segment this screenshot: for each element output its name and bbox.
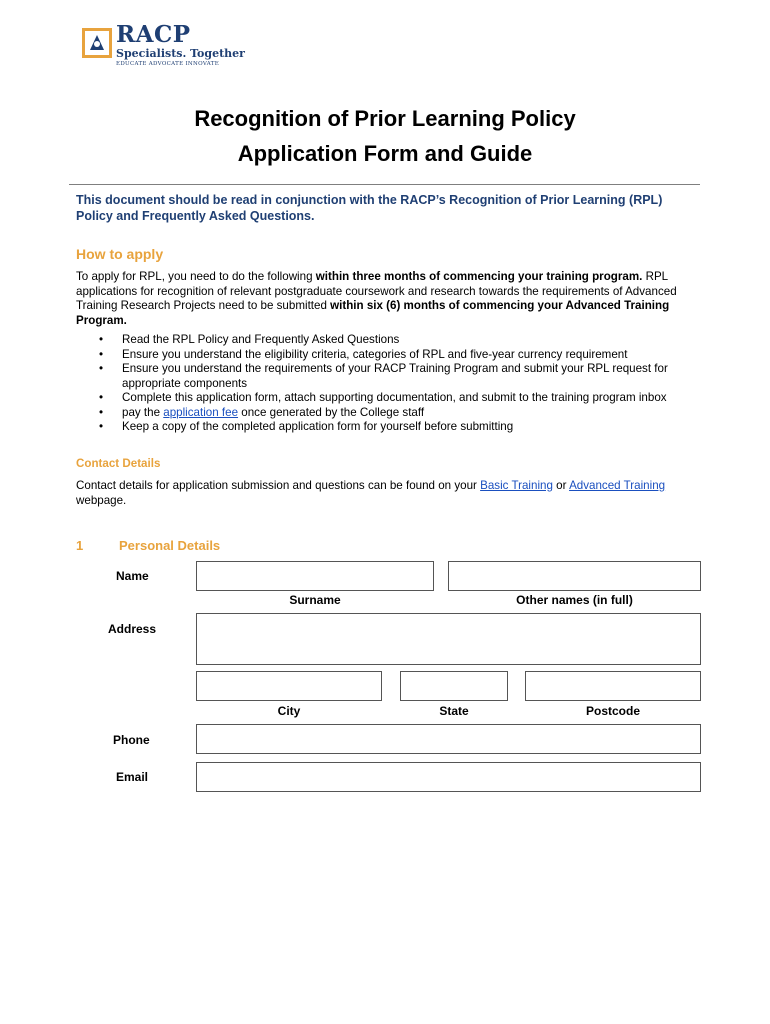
- racp-crest-icon: [82, 28, 112, 58]
- advanced-training-link[interactable]: Advanced Training: [569, 479, 666, 492]
- how-to-apply-heading: How to apply: [76, 246, 164, 262]
- bullet-icon: •: [99, 362, 104, 375]
- title-divider: [69, 184, 700, 185]
- section-number: 1: [76, 538, 84, 553]
- document-title-line2: Application Form and Guide: [237, 141, 533, 166]
- list-item: • Ensure you understand the eligibility criteria, categories of RPL and five-year currency requirement: [99, 347, 628, 361]
- email-label: Email: [116, 770, 149, 784]
- bullet-icon: •: [99, 405, 104, 419]
- bullet-icon: •: [99, 420, 104, 433]
- document-title-line1: Recognition of Prior Learning Policy: [194, 106, 576, 131]
- other-names-label: Other names (in full): [516, 593, 633, 607]
- list-item: • Read the RPL Policy and Frequently Asked Questions: [99, 333, 400, 346]
- list-item: • Ensure you understand the requirements of your RACP Training Program and submit your RPL request for appropriate components: [99, 362, 668, 390]
- logo-motto: EDUCATE ADVOCATE INNOVATE: [116, 61, 220, 67]
- name-label: Name: [116, 569, 149, 583]
- bullet-icon: •: [99, 347, 104, 361]
- list-item: • Complete this application form, attach supporting documentation, and submit to the training program inbox: [99, 391, 667, 404]
- intro-note: This document should be read in conjunction with the RACP’s Recognition of Prior Learning (RPL) Policy and Frequently Asked Questions.: [76, 193, 663, 223]
- surname-field[interactable]: [196, 561, 434, 591]
- phone-label: Phone: [113, 733, 150, 747]
- contact-details-heading: Contact Details: [76, 457, 161, 470]
- postcode-field[interactable]: [525, 671, 701, 701]
- apply-steps-list: [76, 333, 676, 435]
- apply-deadline-2: within six (6) months of commencing your Advanced Training Program.: [76, 299, 670, 327]
- application-fee-link[interactable]: application fee: [163, 405, 239, 419]
- bullet-icon: •: [99, 333, 104, 346]
- logo-name: RACP: [116, 21, 191, 48]
- list-item: • Keep a copy of the completed application form for yourself before submitting: [99, 420, 514, 433]
- address-field[interactable]: [196, 613, 701, 665]
- how-to-apply-paragraph: [76, 270, 701, 328]
- address-label: Address: [108, 622, 157, 636]
- email-field[interactable]: [196, 762, 701, 792]
- apply-text-2: RPL applications for recognition of relevant postgraduate coursework and research towards the requirements of Advanced Training Research Projects need to be submitted: [76, 270, 677, 312]
- basic-training-link[interactable]: Basic Training: [480, 479, 553, 492]
- apply-deadline-1: within three months of commencing your training program.: [315, 270, 643, 283]
- postcode-label: Postcode: [585, 704, 640, 718]
- contact-details-text: Contact details for application submission and questions can be found on your Basic Training or Advanced Training webpage.: [76, 479, 666, 507]
- surname-label: Surname: [289, 593, 341, 607]
- logo-tagline: Specialists. Together: [116, 47, 245, 60]
- apply-text-1: To apply for RPL, you need to do the following: [76, 270, 316, 283]
- phone-field[interactable]: [196, 724, 701, 754]
- state-label: State: [439, 704, 469, 718]
- other-names-field[interactable]: [448, 561, 701, 591]
- list-item: • pay the application fee once generated by the College staff: [99, 405, 425, 419]
- city-label: City: [277, 704, 301, 718]
- state-field[interactable]: [400, 671, 508, 701]
- section-title: Personal Details: [119, 538, 221, 553]
- bullet-icon: •: [99, 391, 104, 404]
- racp-logo: [82, 21, 245, 70]
- city-field[interactable]: [196, 671, 382, 701]
